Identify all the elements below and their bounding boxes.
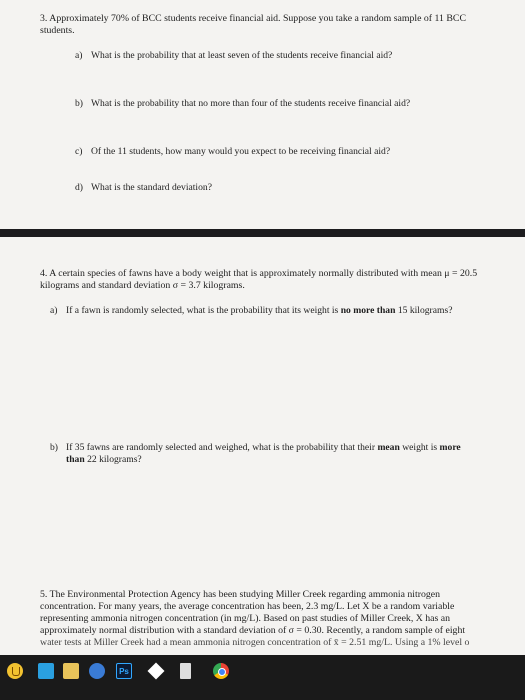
q3-part-d: [75, 182, 212, 194]
q4-intro-line1: 4. A certain species of fawns have a body weight that is approximately normally distributed with mean μ = 20.5: [40, 268, 478, 279]
q4-a-label: a): [50, 305, 58, 316]
q5-line5: water tests at Miller Creek had a mean ammonia nitrogen concentration of x̄ = 2.51 mg/L. Using a 1% level o: [40, 637, 470, 648]
q4-b-text-bold1: mean: [377, 442, 400, 453]
q5-line3: representing ammonia nitrogen concentration (in mg/L). Based on past studies of Miller Creek, X has an: [40, 613, 451, 624]
photoshop-icon[interactable]: Ps: [116, 663, 132, 679]
q3-c-text: Of the 11 students, how many would you expect to be receiving financial aid?: [91, 146, 391, 157]
q4-a-text-post: 15 kilograms?: [395, 305, 453, 316]
q4-a-text-bold: no more than: [340, 305, 396, 316]
q4-b-text-mid: weight is: [399, 442, 440, 453]
q3-d-label: d): [75, 182, 83, 193]
q4-b-text-bold3: than: [66, 454, 85, 465]
page-questions-4-5: [0, 237, 525, 655]
q3-a-text: What is the probability that at least seven of the students receive financial aid?: [91, 50, 393, 61]
q4-b-label: b): [50, 442, 58, 453]
q5-line2: concentration. For many years, the average concentration has been, 2.3 mg/L. Let X be a random variable: [40, 601, 455, 612]
q3-part-b: [75, 98, 410, 110]
q4-b-text-pre: If 35 fawns are randomly selected and weighed, what is the probability that their: [66, 442, 378, 453]
document-icon[interactable]: [180, 663, 191, 679]
chrome-icon[interactable]: [213, 663, 229, 679]
q3-a-label: a): [75, 50, 83, 61]
smiley-app-icon[interactable]: [7, 663, 23, 679]
q3-b-text: What is the probability that no more than four of the students receive financial aid?: [91, 98, 411, 109]
q3-d-text: What is the standard deviation?: [91, 182, 212, 193]
diamond-app-icon[interactable]: [148, 663, 164, 679]
q3-c-label: c): [75, 146, 83, 157]
page-question-3: [0, 0, 525, 229]
q4-b-text-post: 22 kilograms?: [84, 454, 142, 465]
q3-intro-line1: 3. Approximately 70% of BCC students receive financial aid. Suppose you take a random sample of 11 BCC: [40, 13, 466, 24]
q3-intro-line2: students.: [40, 25, 75, 36]
q4-part-b: [50, 442, 461, 454]
q4-a-text-pre: If a fawn is randomly selected, what is the probability that its weight is: [66, 305, 341, 316]
q3-b-label: b): [75, 98, 83, 109]
finder-icon[interactable]: [38, 663, 54, 679]
q5-line1: 5. The Environmental Protection Agency has been studying Miller Creek regarding ammonia nitrogen: [40, 589, 441, 600]
q3-part-a: [75, 50, 392, 62]
app-store-icon[interactable]: [89, 663, 105, 679]
q3-part-c: [75, 146, 390, 158]
q4-part-a: [50, 305, 452, 317]
q4-b-text-bold2: more: [439, 442, 461, 453]
q4-intro-line2: kilograms and standard deviation σ = 3.7 kilograms.: [40, 280, 245, 291]
q5-line4: approximately normal distribution with a standard deviation of σ = 0.30. Recently, a random sample of eight: [40, 625, 466, 636]
taskbar: [0, 655, 525, 700]
folder-icon[interactable]: [63, 663, 79, 679]
q4-part-b-line2: [66, 454, 142, 466]
